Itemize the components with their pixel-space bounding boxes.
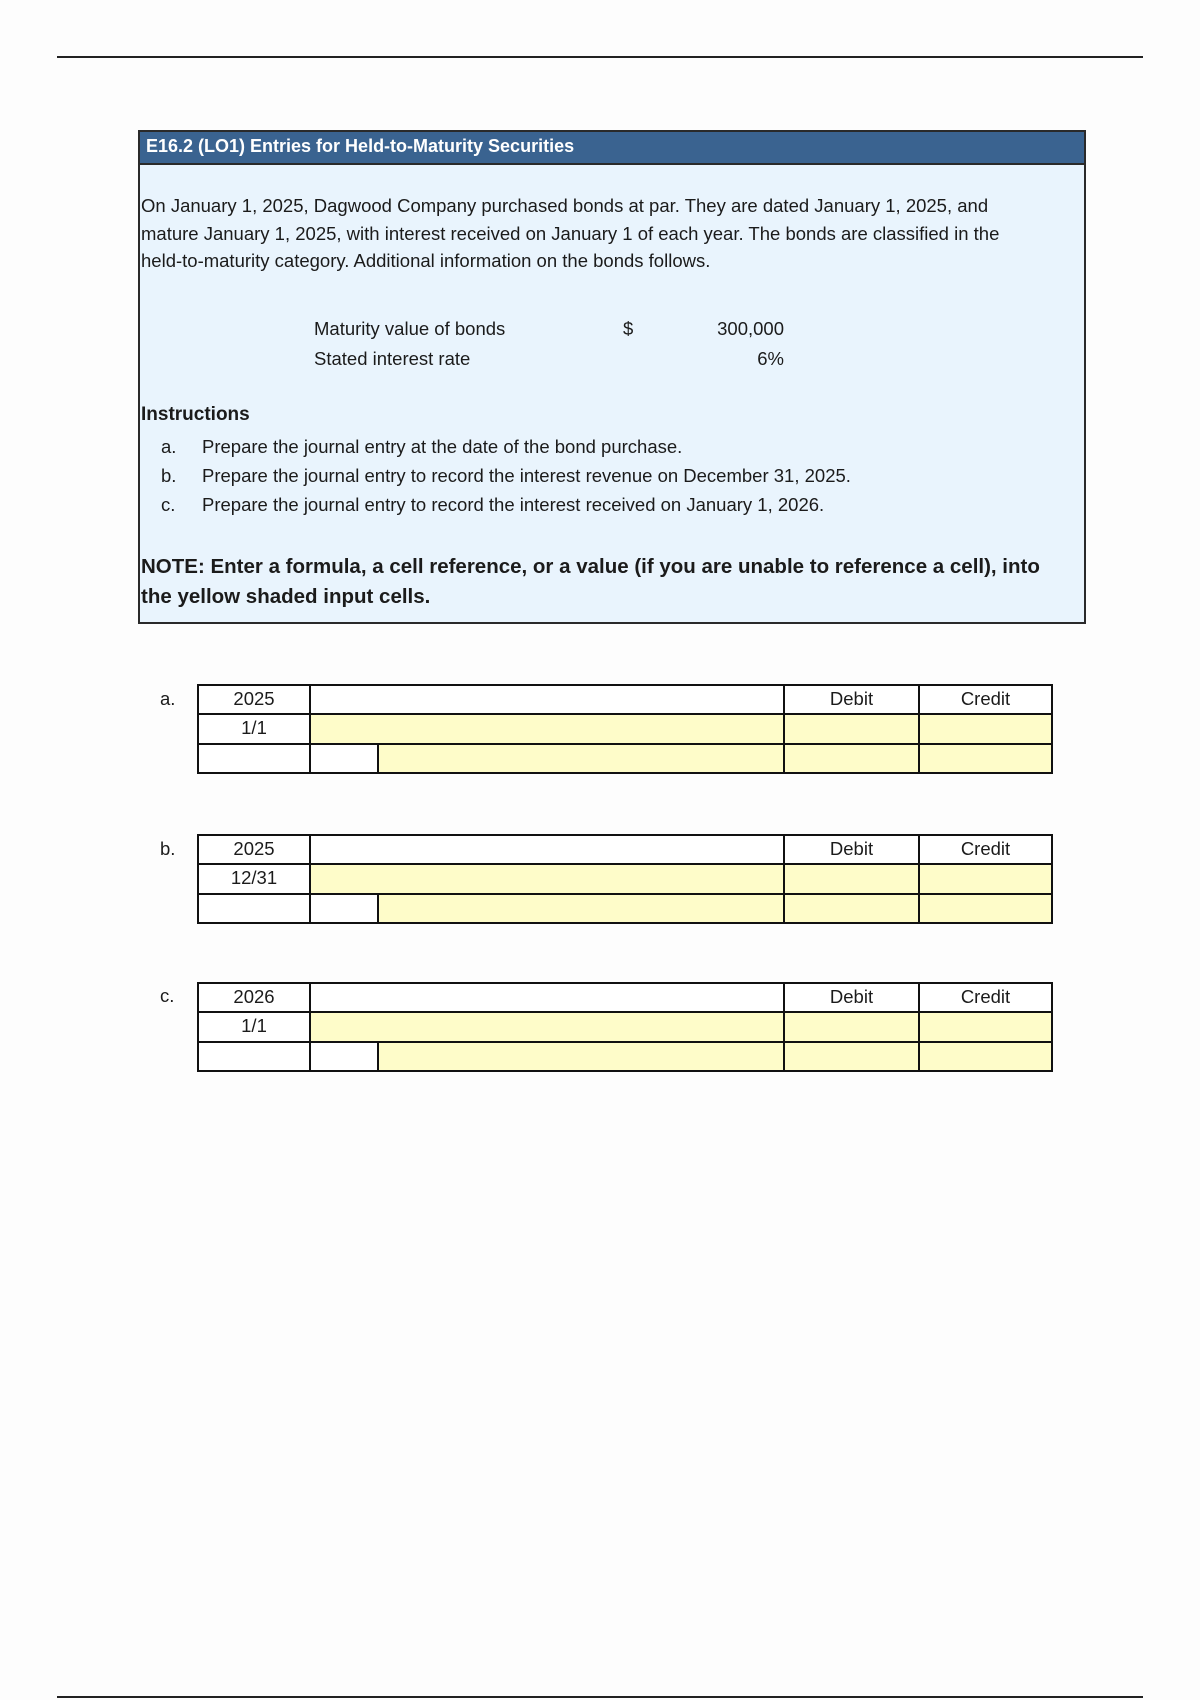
interest-rate-value: 6% — [757, 348, 784, 369]
entry-date: 12/31 — [197, 863, 311, 895]
debit-row-credit-input[interactable] — [918, 863, 1053, 895]
entry-year: 2025 — [197, 684, 311, 715]
credit-amount-input[interactable] — [918, 1041, 1053, 1072]
bond-info-symbols — [623, 314, 633, 344]
input-note — [141, 552, 1081, 612]
journal-entry-c — [197, 982, 1053, 1076]
credit-account-input[interactable] — [377, 1041, 785, 1072]
debit-account-input[interactable] — [309, 1011, 785, 1043]
credit-amount-input[interactable] — [918, 893, 1053, 924]
maturity-value: 300,000 — [717, 318, 784, 339]
description-line: mature January 1, 2025, with interest received on January 1 of each year. The bonds are classified in the — [141, 222, 1000, 244]
header-blank-cell — [309, 834, 785, 865]
bond-info-labels — [314, 314, 505, 374]
debit-amount-input[interactable] — [783, 713, 920, 745]
instruction-letter: c. — [161, 494, 176, 515]
debit-header: Debit — [783, 684, 920, 715]
debit-row-credit-input[interactable] — [918, 713, 1053, 745]
entry-date: 1/1 — [197, 1011, 311, 1043]
instruction-letter: a. — [161, 436, 177, 457]
problem-description — [141, 192, 1076, 275]
blank-date-cell — [197, 893, 311, 924]
credit-row-debit-input[interactable] — [783, 893, 920, 924]
problem-title: E16.2 (LO1) Entries for Held-to-Maturity Securities — [140, 132, 1084, 165]
entry-year: 2025 — [197, 834, 311, 865]
indent-cell — [309, 893, 379, 924]
credit-header: Credit — [918, 684, 1053, 715]
note-line: NOTE: Enter a formula, a cell reference, or a value (if you are unable to reference a cell), into — [141, 555, 1040, 578]
header-blank-cell — [309, 684, 785, 715]
entry-date: 1/1 — [197, 713, 311, 745]
entry-letter-b: b. — [160, 838, 176, 859]
instructions-title: Instructions — [141, 404, 250, 425]
credit-header: Credit — [918, 834, 1053, 865]
indent-cell — [309, 743, 379, 774]
credit-row-debit-input[interactable] — [783, 1041, 920, 1072]
credit-header: Credit — [918, 982, 1053, 1013]
credit-row-debit-input[interactable] — [783, 743, 920, 774]
maturity-value-label: Maturity value of bonds — [314, 318, 506, 339]
top-rule — [57, 56, 1143, 58]
instruction-letters — [161, 432, 176, 519]
journal-entry-a — [197, 684, 1053, 778]
currency-symbol: $ — [623, 318, 634, 339]
debit-row-credit-input[interactable] — [918, 1011, 1053, 1043]
credit-account-input[interactable] — [377, 893, 785, 924]
debit-amount-input[interactable] — [783, 863, 920, 895]
entry-letter-a: a. — [160, 688, 176, 709]
debit-account-input[interactable] — [309, 713, 785, 745]
indent-cell — [309, 1041, 379, 1072]
blank-date-cell — [197, 743, 311, 774]
instruction-text: Prepare the journal entry at the date of the bond purchase. — [202, 436, 683, 457]
bond-info-values — [660, 314, 784, 374]
instruction-texts — [202, 432, 851, 519]
debit-account-input[interactable] — [309, 863, 785, 895]
problem-panel — [138, 130, 1086, 624]
credit-account-input[interactable] — [377, 743, 785, 774]
description-line: held-to-maturity category. Additional information on the bonds follows. — [141, 250, 711, 271]
debit-amount-input[interactable] — [783, 1011, 920, 1043]
bottom-rule — [57, 1696, 1143, 1698]
note-line: the yellow shaded input cells. — [141, 585, 431, 608]
instruction-text: Prepare the journal entry to record the interest revenue on December 31, 2025. — [202, 465, 851, 486]
journal-entry-b — [197, 834, 1053, 928]
interest-rate-label: Stated interest rate — [314, 348, 471, 369]
debit-header: Debit — [783, 982, 920, 1013]
instruction-letter: b. — [161, 465, 177, 486]
description-line: On January 1, 2025, Dagwood Company purchased bonds at par. They are dated January 1, 2025, and — [141, 195, 989, 216]
header-blank-cell — [309, 982, 785, 1013]
blank-date-cell — [197, 1041, 311, 1072]
debit-header: Debit — [783, 834, 920, 865]
entry-letter-c: c. — [160, 985, 175, 1006]
instruction-text: Prepare the journal entry to record the interest received on January 1, 2026. — [202, 494, 825, 515]
credit-amount-input[interactable] — [918, 743, 1053, 774]
entry-year: 2026 — [197, 982, 311, 1013]
